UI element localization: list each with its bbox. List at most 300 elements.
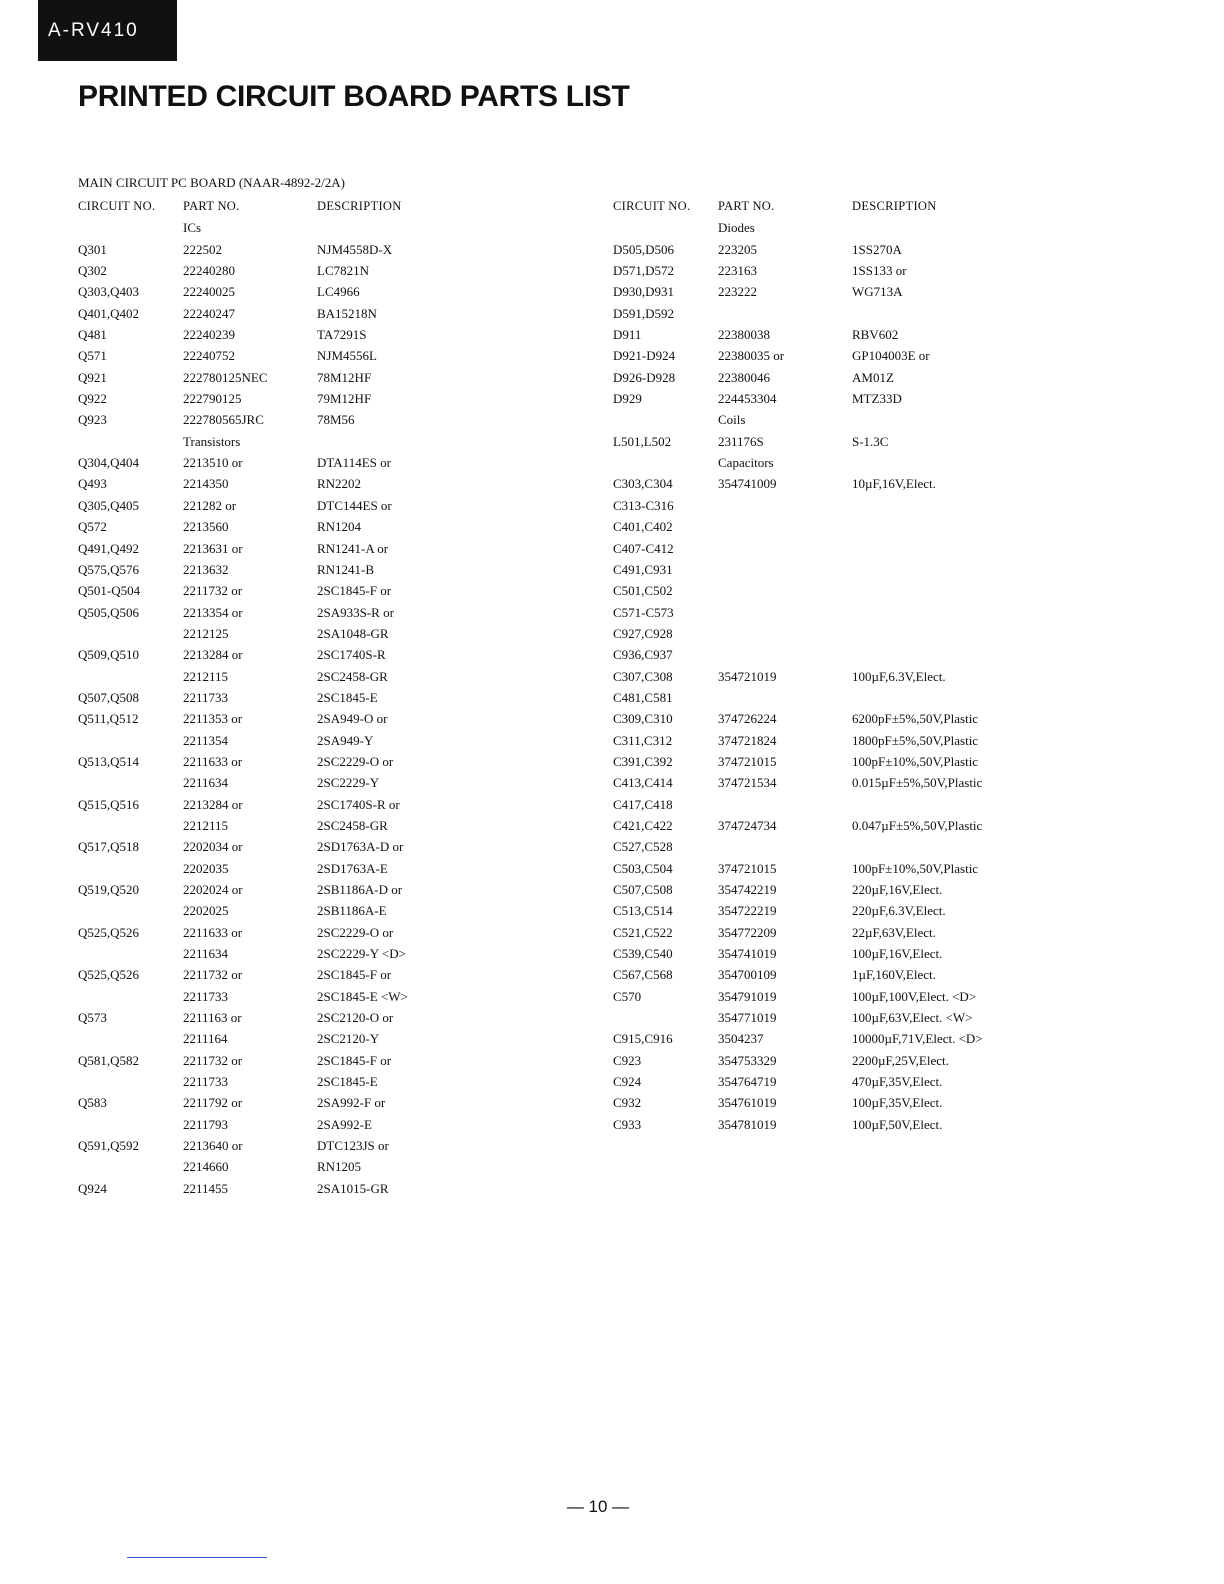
- part-no-cell: 2211732 or: [183, 967, 243, 983]
- part-no-cell: 2213354 or: [183, 604, 243, 620]
- table-row: [78, 217, 517, 238]
- description-cell: TA7291S: [317, 327, 367, 343]
- circuit-no-cell: Q507,Q508: [78, 689, 140, 705]
- circuit-no-cell: C521,C522: [613, 924, 673, 940]
- table-row: [78, 260, 517, 281]
- description-cell: MTZ33D: [852, 391, 902, 407]
- part-no-cell: 354741009: [718, 476, 777, 492]
- part-no-cell: 2211793: [183, 1116, 229, 1132]
- circuit-no-cell: [78, 900, 183, 921]
- part-no-cell: 221282 or: [183, 497, 237, 513]
- table-row: [78, 794, 517, 815]
- description-cell: 100µF,16V,Elect.: [852, 946, 943, 962]
- table-row: [78, 431, 517, 452]
- table-row: [613, 1092, 1022, 1113]
- part-no-cell: 22380038: [718, 327, 770, 343]
- circuit-no-cell: D911: [613, 327, 642, 343]
- table-row: [613, 409, 1022, 430]
- circuit-no-cell: C407-C412: [613, 540, 674, 556]
- description-cell: RN1241-B: [317, 561, 375, 577]
- description-cell: RBV602: [852, 327, 899, 343]
- table-row: [78, 1135, 517, 1156]
- description-cell: [852, 217, 1022, 238]
- table-row: [613, 1028, 1022, 1049]
- description-cell: [852, 580, 1022, 601]
- part-no-cell: 374721824: [718, 732, 777, 748]
- part-no-cell: 354742219: [718, 882, 777, 897]
- circuit-no-cell: C401,C402: [613, 519, 673, 535]
- circuit-no-cell: Q304,Q404: [78, 455, 140, 471]
- circuit-no-cell: D571,D572: [613, 263, 675, 279]
- part-no-cell: 2213510 or: [183, 455, 243, 471]
- table-row: [78, 943, 517, 964]
- part-no-cell: [718, 580, 852, 601]
- left-table-body: [78, 217, 517, 1199]
- part-no-cell: 354700109: [718, 967, 777, 983]
- part-no-cell: 222780125NEC: [183, 369, 268, 385]
- part-no-cell: [718, 303, 852, 324]
- circuit-no-cell: [613, 452, 718, 473]
- circuit-no-cell: C503,C504: [613, 860, 673, 876]
- circuit-no-cell: [613, 409, 718, 430]
- description-cell: NJM4556L: [317, 348, 377, 364]
- circuit-no-cell: C915,C916: [613, 1031, 673, 1047]
- part-no-cell: 224453304: [718, 391, 777, 407]
- part-no-cell: 2211634: [183, 946, 229, 962]
- circuit-no-cell: C933: [613, 1116, 642, 1132]
- table-row: [78, 858, 517, 879]
- circuit-no-cell: C567,C568: [613, 967, 673, 983]
- description-cell: [852, 644, 1022, 665]
- page-number: — 10 —: [566, 1497, 630, 1516]
- description-cell: RN1204: [317, 519, 362, 535]
- table-row: [613, 324, 1022, 345]
- part-no-cell: 2211733: [183, 689, 229, 705]
- left-parts-table: [78, 196, 517, 1199]
- description-cell: [852, 602, 1022, 623]
- part-no-cell: 2213631 or: [183, 540, 243, 556]
- part-no-cell: 22240247: [183, 305, 235, 321]
- circuit-no-cell: C927,C928: [613, 625, 673, 641]
- circuit-no-cell: Q923: [78, 412, 107, 428]
- table-row: [613, 452, 1022, 473]
- circuit-no-cell: C527,C528: [613, 839, 673, 855]
- part-no-cell: 2202034 or: [183, 839, 243, 855]
- part-no-cell: 2213632: [183, 561, 229, 577]
- part-no-cell: 374721534: [718, 775, 777, 791]
- part-no-cell: 22240280: [183, 263, 235, 279]
- part-no-cell: 2211732 or: [183, 1052, 243, 1068]
- circuit-no-cell: [78, 1028, 183, 1049]
- circuit-no-cell: Q505,Q506: [78, 604, 140, 620]
- circuit-no-cell: C932: [613, 1095, 642, 1111]
- part-no-cell: 374721015: [718, 753, 777, 769]
- description-cell: 2SC1845-F or: [317, 1052, 392, 1068]
- description-cell: 1800pF±5%,50V,Plastic: [852, 732, 979, 748]
- part-no-cell: 2211634: [183, 775, 229, 791]
- table-row: [613, 1007, 1022, 1028]
- circuit-no-cell: C313-C316: [613, 497, 674, 513]
- table-row: [78, 580, 517, 601]
- description-cell: 2200µF,25V,Elect.: [852, 1052, 949, 1068]
- description-cell: 2SC2229-O or: [317, 753, 394, 769]
- part-no-cell: 374721015: [718, 860, 777, 876]
- description-cell: 2SD1763A-E: [317, 860, 388, 876]
- table-row: [613, 794, 1022, 815]
- description-cell: 10µF,16V,Elect.: [852, 476, 936, 492]
- description-cell: 2SC2120-O or: [317, 1010, 394, 1026]
- circuit-no-cell: L501,L502: [613, 433, 672, 449]
- part-no-cell: [718, 644, 852, 665]
- circuit-no-cell: C413,C414: [613, 775, 673, 791]
- part-no-cell: 2202035: [183, 860, 229, 876]
- description-cell: [317, 217, 517, 238]
- description-cell: 2SB1186A-D or: [317, 882, 403, 897]
- circuit-no-cell: C924: [613, 1074, 642, 1090]
- description-cell: [852, 794, 1022, 815]
- table-row: [613, 1071, 1022, 1092]
- table-row: [78, 623, 517, 644]
- part-no-cell: 22380046: [718, 369, 770, 385]
- part-no-cell: 354741019: [718, 946, 777, 962]
- part-no-cell: 2213284 or: [183, 796, 243, 812]
- circuit-no-cell: Q572: [78, 519, 107, 535]
- part-no-cell: 2213560: [183, 519, 229, 535]
- header-description: DESCRIPTION: [317, 199, 402, 213]
- circuit-no-cell: Q305,Q405: [78, 497, 140, 513]
- part-no-cell: 2211792 or: [183, 1095, 243, 1111]
- circuit-no-cell: C481,C581: [613, 689, 673, 705]
- table-row: [78, 1178, 517, 1199]
- description-cell: 79M12HF: [317, 391, 372, 407]
- part-no-cell: 22380035 or: [718, 348, 785, 364]
- description-cell: GP104003E or: [852, 348, 930, 364]
- circuit-no-cell: Q921: [78, 369, 107, 385]
- table-row: [613, 559, 1022, 580]
- part-no-cell: ICs: [183, 220, 202, 236]
- circuit-no-cell: Q922: [78, 391, 107, 407]
- table-row: [78, 1156, 517, 1177]
- circuit-no-cell: C417,C418: [613, 796, 673, 812]
- table-row: [613, 388, 1022, 409]
- part-no-cell: [718, 794, 852, 815]
- description-cell: 10000µF,71V,Elect. <D>: [852, 1031, 983, 1047]
- right-parts-table: [613, 196, 1022, 1135]
- circuit-no-cell: Q924: [78, 1180, 107, 1196]
- table-row: [613, 772, 1022, 793]
- circuit-no-cell: Q571: [78, 348, 107, 364]
- table-row: [613, 367, 1022, 388]
- description-cell: [852, 516, 1022, 537]
- part-no-cell: 222780565JRC: [183, 412, 264, 428]
- table-row: [78, 602, 517, 623]
- page-title: PRINTED CIRCUIT BOARD PARTS LIST: [78, 80, 630, 113]
- part-no-cell: Transistors: [183, 433, 241, 449]
- description-cell: 2SC2458-GR: [317, 817, 388, 833]
- header-part-no: PART NO.: [183, 199, 240, 213]
- circuit-no-cell: C303,C304: [613, 476, 673, 492]
- description-cell: 1SS133 or: [852, 263, 907, 279]
- circuit-no-cell: Q515,Q516: [78, 796, 140, 812]
- table-row: [78, 1050, 517, 1071]
- part-no-cell: 2211633 or: [183, 924, 243, 940]
- table-row: [78, 409, 517, 430]
- description-cell: [852, 623, 1022, 644]
- part-no-cell: 2214660: [183, 1159, 229, 1175]
- header-circuit-no: CIRCUIT NO.: [78, 199, 156, 213]
- part-no-cell: [718, 836, 852, 857]
- circuit-no-cell: D930,D931: [613, 284, 675, 300]
- circuit-no-cell: Q525,Q526: [78, 967, 140, 983]
- table-row: [78, 345, 517, 366]
- board-title: MAIN CIRCUIT PC BOARD (NAAR-4892-2/2A): [78, 175, 345, 190]
- circuit-no-cell: D505,D506: [613, 241, 675, 257]
- table-row: [78, 1071, 517, 1092]
- description-cell: 0.015µF±5%,50V,Plastic: [852, 775, 983, 791]
- circuit-no-cell: Q525,Q526: [78, 924, 140, 940]
- description-cell: 0.047µF±5%,50V,Plastic: [852, 817, 983, 833]
- table-row: [78, 1114, 517, 1135]
- circuit-no-cell: [78, 815, 183, 836]
- description-cell: 2SA933S-R or: [317, 604, 394, 620]
- description-cell: 2SC2229-Y <D>: [317, 946, 406, 962]
- description-cell: [852, 452, 1022, 473]
- table-row: [78, 1007, 517, 1028]
- part-no-cell: 22240239: [183, 327, 235, 343]
- description-cell: 2SC1845-F or: [317, 967, 392, 983]
- table-row: [613, 623, 1022, 644]
- description-cell: BA15218N: [317, 305, 377, 321]
- part-no-cell: 223163: [718, 263, 757, 279]
- table-row: [78, 559, 517, 580]
- description-cell: 1SS270A: [852, 241, 902, 257]
- header-circuit-no: CIRCUIT NO.: [613, 199, 691, 213]
- part-no-cell: [718, 495, 852, 516]
- description-cell: [852, 836, 1022, 857]
- table-row: [78, 239, 517, 260]
- description-cell: 6200pF±5%,50V,Plastic: [852, 711, 979, 727]
- circuit-no-cell: [78, 986, 183, 1007]
- description-cell: 2SC1845-E <W>: [317, 988, 408, 1004]
- table-row: [613, 986, 1022, 1007]
- description-cell: 1µF,160V,Elect.: [852, 967, 936, 983]
- circuit-no-cell: C491,C931: [613, 561, 673, 577]
- right-table-body: [613, 217, 1022, 1135]
- table-row: [613, 708, 1022, 729]
- table-row: [613, 730, 1022, 751]
- description-cell: 220µF,16V,Elect.: [852, 882, 943, 897]
- description-cell: 2SC1845-E: [317, 1074, 378, 1090]
- circuit-no-cell: Q481: [78, 327, 107, 343]
- table-row: [613, 495, 1022, 516]
- part-no-cell: 2211732 or: [183, 583, 243, 599]
- circuit-no-cell: [78, 1114, 183, 1135]
- table-row: [78, 303, 517, 324]
- circuit-no-cell: Q401,Q402: [78, 305, 140, 321]
- circuit-no-cell: Q575,Q576: [78, 561, 140, 577]
- description-cell: 100µF,63V,Elect. <W>: [852, 1010, 973, 1026]
- table-row: [78, 879, 517, 900]
- circuit-no-cell: C923: [613, 1052, 642, 1068]
- description-cell: 2SA949-Y: [317, 732, 374, 748]
- part-no-cell: 222790125: [183, 391, 242, 407]
- description-cell: DTC123JS or: [317, 1138, 389, 1154]
- description-cell: 100pF±10%,50V,Plastic: [852, 753, 979, 769]
- footer-rule: [127, 1557, 267, 1558]
- model-tag: A-RV410: [38, 0, 177, 61]
- circuit-no-cell: Q491,Q492: [78, 540, 140, 556]
- part-no-cell: 354772209: [718, 924, 777, 940]
- table-row: [613, 943, 1022, 964]
- part-no-cell: 2202025: [183, 903, 229, 919]
- description-cell: [852, 687, 1022, 708]
- table-row: [613, 644, 1022, 665]
- circuit-no-cell: [613, 217, 718, 238]
- description-cell: 220µF,6.3V,Elect.: [852, 903, 946, 919]
- circuit-no-cell: C571-C573: [613, 604, 674, 620]
- circuit-no-cell: C421,C422: [613, 817, 673, 833]
- table-row: [613, 666, 1022, 687]
- table-row: [78, 1028, 517, 1049]
- circuit-no-cell: Q302: [78, 263, 107, 279]
- description-cell: RN1241-A or: [317, 540, 389, 556]
- description-cell: AM01Z: [852, 369, 894, 385]
- description-cell: 2SD1763A-D or: [317, 839, 404, 855]
- description-cell: DTC144ES or: [317, 497, 392, 513]
- description-cell: 2SA992-F or: [317, 1095, 386, 1111]
- description-cell: LC7821N: [317, 263, 369, 279]
- part-no-cell: 2212115: [183, 668, 229, 684]
- description-cell: [852, 559, 1022, 580]
- table-row: [613, 345, 1022, 366]
- table-row: [613, 473, 1022, 494]
- header-description: DESCRIPTION: [852, 199, 937, 213]
- description-cell: 2SC1740S-R: [317, 647, 386, 663]
- description-cell: LC4966: [317, 284, 360, 300]
- description-cell: WG713A: [852, 284, 903, 300]
- table-row: [613, 900, 1022, 921]
- part-no-cell: 354781019: [718, 1116, 777, 1132]
- table-row: [613, 751, 1022, 772]
- part-no-cell: 2211733: [183, 1074, 229, 1090]
- table-row: [78, 388, 517, 409]
- table-row: [78, 964, 517, 985]
- description-cell: 470µF,35V,Elect.: [852, 1074, 943, 1090]
- part-no-cell: 2211733: [183, 988, 229, 1004]
- description-cell: 2SA949-O or: [317, 711, 388, 727]
- description-cell: 100µF,50V,Elect.: [852, 1116, 943, 1132]
- description-cell: [852, 303, 1022, 324]
- circuit-no-cell: Q501-Q504: [78, 583, 141, 599]
- table-row: [613, 922, 1022, 943]
- description-cell: 78M56: [317, 412, 355, 428]
- part-no-cell: 354722219: [718, 903, 777, 919]
- part-no-cell: 2214350: [183, 476, 229, 492]
- table-row: [78, 708, 517, 729]
- part-no-cell: 2211455: [183, 1180, 229, 1196]
- part-no-cell: Diodes: [718, 220, 755, 236]
- table-row: [613, 1050, 1022, 1071]
- header-part-no: PART NO.: [718, 199, 775, 213]
- table-row: [613, 431, 1022, 452]
- table-row: [613, 815, 1022, 836]
- table-row: [78, 772, 517, 793]
- table-row: [613, 217, 1022, 238]
- description-cell: 2SC1740S-R or: [317, 796, 400, 812]
- circuit-no-cell: Q513,Q514: [78, 753, 140, 769]
- part-no-cell: 2202024 or: [183, 882, 243, 897]
- description-cell: 2SC1845-F or: [317, 583, 392, 599]
- circuit-no-cell: C311,C312: [613, 732, 673, 748]
- table-row: [613, 260, 1022, 281]
- circuit-no-cell: C507,C508: [613, 882, 673, 897]
- part-no-cell: 22240025: [183, 284, 235, 300]
- table-row: [613, 1114, 1022, 1135]
- description-cell: 2SC2229-O or: [317, 924, 394, 940]
- part-no-cell: 374726224: [718, 711, 777, 727]
- part-no-cell: 2212125: [183, 625, 229, 641]
- description-cell: [317, 431, 517, 452]
- table-row: [78, 836, 517, 857]
- circuit-no-cell: Q301: [78, 241, 107, 257]
- table-row: [613, 239, 1022, 260]
- part-no-cell: 223205: [718, 241, 757, 257]
- part-no-cell: 354764719: [718, 1074, 777, 1090]
- description-cell: S-1.3C: [852, 433, 889, 449]
- description-cell: 2SA1015-GR: [317, 1180, 389, 1196]
- circuit-no-cell: [78, 666, 183, 687]
- description-cell: 2SC2458-GR: [317, 668, 388, 684]
- table-row: [78, 751, 517, 772]
- circuit-no-cell: Q303,Q403: [78, 284, 140, 300]
- circuit-no-cell: [78, 772, 183, 793]
- table-row: [613, 303, 1022, 324]
- table-row: [78, 900, 517, 921]
- circuit-no-cell: C501,C502: [613, 583, 673, 599]
- description-cell: 22µF,63V,Elect.: [852, 924, 936, 940]
- circuit-no-cell: [78, 1156, 183, 1177]
- circuit-no-cell: C391,C392: [613, 753, 673, 769]
- circuit-no-cell: D926-D928: [613, 369, 676, 385]
- circuit-no-cell: Q583: [78, 1095, 107, 1111]
- table-row: [613, 516, 1022, 537]
- circuit-no-cell: Q581,Q582: [78, 1052, 140, 1068]
- table-row: [78, 815, 517, 836]
- description-cell: DTA114ES or: [317, 455, 391, 471]
- part-no-cell: 354771019: [718, 1010, 777, 1026]
- table-row: [613, 538, 1022, 559]
- table-row: [613, 858, 1022, 879]
- circuit-no-cell: [78, 858, 183, 879]
- circuit-no-cell: C936,C937: [613, 647, 673, 663]
- part-no-cell: 374724734: [718, 817, 777, 833]
- part-no-cell: 3504237: [718, 1031, 764, 1047]
- part-no-cell: 2211164: [183, 1031, 228, 1047]
- circuit-no-cell: [78, 431, 183, 452]
- table-row: [613, 580, 1022, 601]
- table-row: [613, 602, 1022, 623]
- part-no-cell: 2211163 or: [183, 1010, 242, 1026]
- table-row: [78, 516, 517, 537]
- table-row: [78, 730, 517, 751]
- table-row: [78, 367, 517, 388]
- table-row: [78, 281, 517, 302]
- part-no-cell: 2211354: [183, 732, 229, 748]
- part-no-cell: 222502: [183, 241, 222, 257]
- description-cell: 2SA1048-GR: [317, 625, 389, 641]
- description-cell: 100µF,6.3V,Elect.: [852, 668, 946, 684]
- circuit-no-cell: [78, 1071, 183, 1092]
